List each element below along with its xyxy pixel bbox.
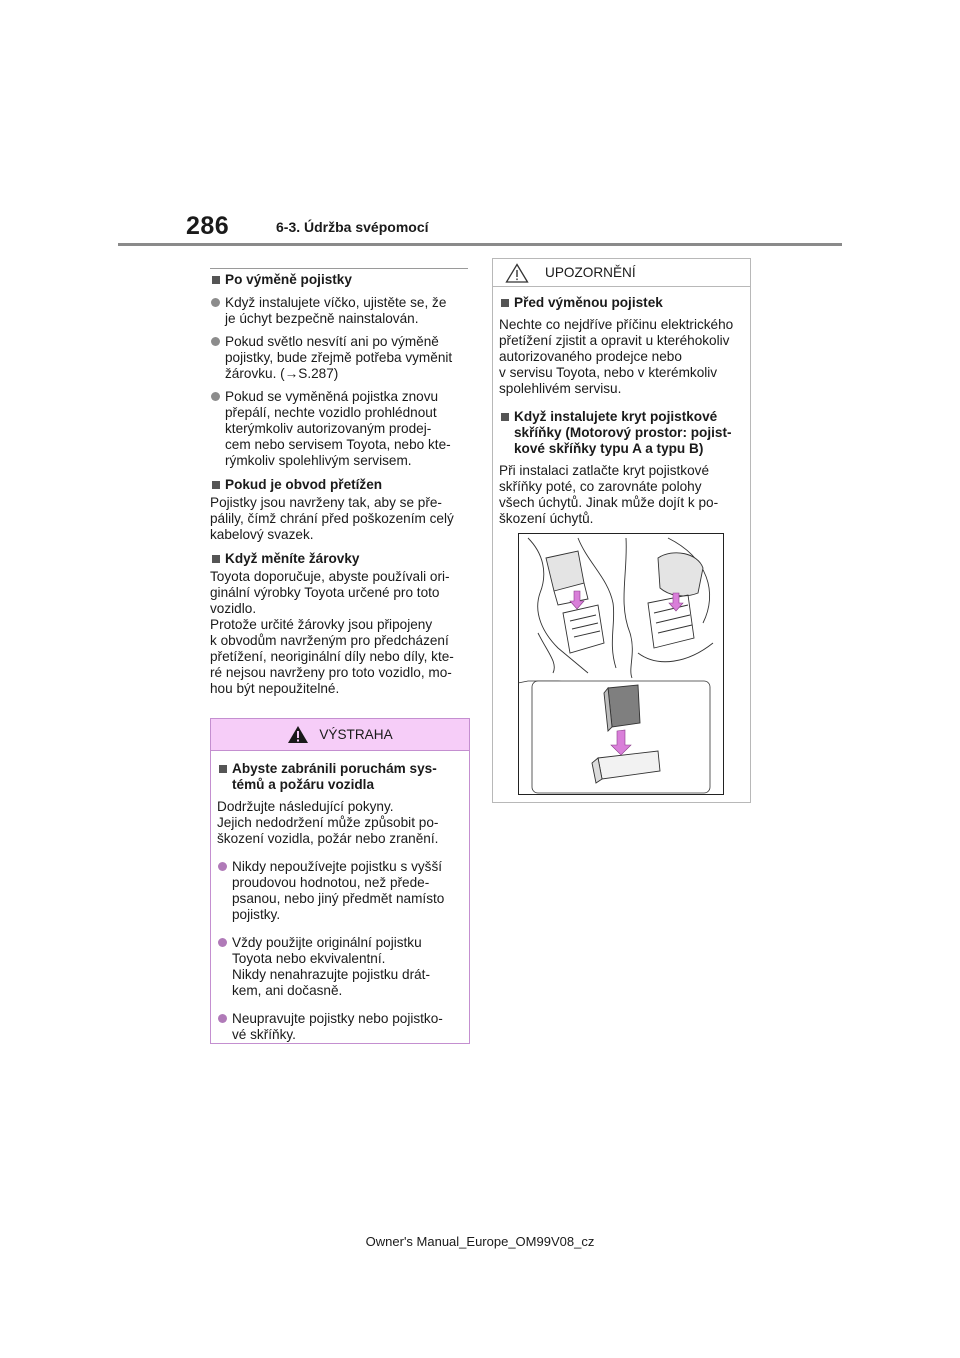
square-bullet-icon xyxy=(219,765,227,773)
caution-text-2: Při instalaci zatlačte kryt pojistkové skříňky poté, co zarovnáte polohy všech úchytů. Jinak může dojít k po- škození úchytů. xyxy=(499,463,719,526)
caution-heading-2: Když instalujete kryt pojistkové skříňky (Motorový prostor: pojist- kové skříňky typu A a typu B) xyxy=(499,409,744,457)
footer-text: Owner's Manual_Europe_OM99V08_cz xyxy=(365,1234,595,1249)
square-bullet-icon xyxy=(212,481,220,489)
caution-heading-1: Před výměnou pojistek xyxy=(499,295,744,311)
overload-text: Pojistky jsou navrženy tak, aby se pře- pálily, čímž chrání před poškozením celý kabelový svazek. xyxy=(210,495,454,542)
list-item: Nikdy nepoužívejte pojistku s vyšší proudovou hodnotou, než přede- psanou, nebo jiný předmět namísto pojistky. xyxy=(217,859,463,923)
header-rule xyxy=(118,243,842,246)
warning-triangle-icon xyxy=(287,725,309,744)
square-bullet-icon xyxy=(501,299,509,307)
warning-text: Dodržujte následující pokyny. Jejich nedodržení může způsobit po- škození vozidla, požár nebo zranění. xyxy=(217,799,439,846)
list-item: Neupravujte pojistky nebo pojistko- vé skříňky. xyxy=(217,1011,463,1043)
bullet-dot-icon xyxy=(218,862,227,871)
left-column xyxy=(210,268,472,697)
warning-title: VÝSTRAHA xyxy=(319,727,393,742)
heading-after-replace: Po výměně pojistky xyxy=(210,272,472,288)
list-item: Když instalujete víčko, ujistěte se, že je úchyt bezpečně nainstalován. xyxy=(210,295,472,327)
page-number: 286 xyxy=(186,212,230,240)
bullet-dot-icon xyxy=(218,938,227,947)
caution-text-1: Nechte co nejdříve příčinu elektrického přetížení zjistit a opravit u kteréhokoliv autorizovaného prodejce nebo v servisu Toyota, nebo v kterémkoliv spolehlivém servisu. xyxy=(499,317,734,396)
bullet-dot-icon xyxy=(211,337,220,346)
heading-bulbs: Když měníte žárovky xyxy=(210,551,472,567)
bullet-dot-icon xyxy=(218,1014,227,1023)
caution-title: UPOZORNĚNÍ xyxy=(545,265,636,280)
bulbs-text: Toyota doporučuje, abyste používali ori- ginální výrobky Toyota určené pro toto vozidlo. Protože určité žárovky jsou připojeny k obvodům navrženým pro předcházení přetížení, neoriginální díly nebo díly, kte- ré nejsou navrženy pro toto vozidlo, mo- hou být nepoužitelné. xyxy=(210,569,454,696)
caution-body xyxy=(493,287,750,527)
list-item: Pokud světlo nesvítí ani po výměně pojistky, bude zřejmě potřeba vyměnit žárovku. (→S.287) xyxy=(210,334,472,382)
square-bullet-icon xyxy=(212,276,220,284)
heading-overload: Pokud je obvod přetížen xyxy=(210,477,472,493)
section-title: 6-3. Údržba svépomocí xyxy=(276,219,429,235)
warning-box xyxy=(210,718,470,1044)
warning-heading: Abyste zabránili poruchám sys- témů a požáru vozidla xyxy=(217,761,463,793)
fuse-box-cover-illustration xyxy=(518,533,724,795)
list-item: Pokud se vyměněná pojistka znovu přepálí, nechte vozidlo prohlédnout kterýmkoliv autorizovaným prodej- cem nebo servisem Toyota, nebo kte- rýmkoliv spolehlivým servisem. xyxy=(210,389,472,469)
section-divider xyxy=(210,268,468,269)
bullet-dot-icon xyxy=(211,392,220,401)
bullet-dot-icon xyxy=(211,298,220,307)
list-item: Vždy použijte originální pojistku Toyota nebo ekvivalentní. Nikdy nenahrazujte pojistku drát- kem, ani dočasně. xyxy=(217,935,463,999)
square-bullet-icon xyxy=(212,555,220,563)
caution-header xyxy=(493,259,750,287)
warning-body xyxy=(211,751,469,1043)
warning-header xyxy=(211,719,469,751)
caution-triangle-icon xyxy=(505,263,529,283)
square-bullet-icon xyxy=(501,413,509,421)
